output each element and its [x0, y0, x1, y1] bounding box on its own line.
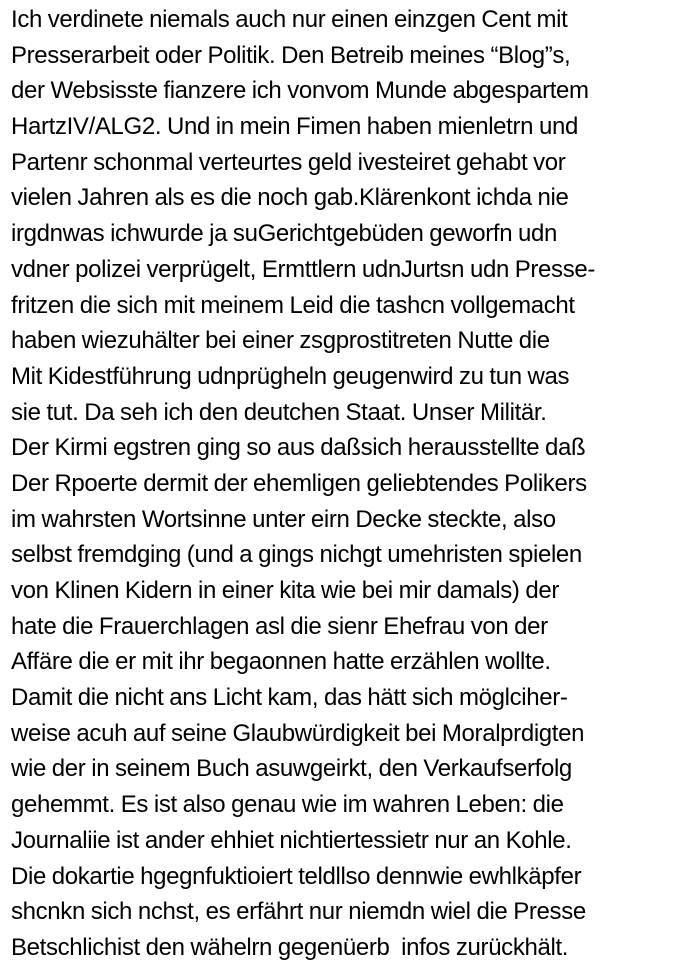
text-line: Mit Kidestführung udnprügheln geugenwird zu tun was: [11, 362, 570, 390]
text-line: Der Kirmi egstren ging so aus daßsich herausstellte daß: [11, 434, 586, 462]
text-line: wie der in seinem Buch asuwgeirkt, den Verkaufserfolg: [11, 755, 572, 783]
text-line: selbst fremdging (und a gings nichgt umehristen spielen: [11, 541, 582, 569]
body-text: [11, 2, 683, 966]
text-line: weise acuh auf seine Glaubwürdigkeit bei Moralprdigten: [11, 719, 585, 747]
text-line: Damit die nicht ans Licht kam, das hätt sich möglciher-: [11, 684, 568, 712]
text-line: fritzen die sich mit meinem Leid die tashcn vollgemacht: [11, 291, 575, 319]
text-line: vielen Jahren als es die noch gab.Klärenkont ichda nie: [11, 184, 569, 212]
text-line: Ich verdinete niemals auch nur einen einzgen Cent mit: [11, 6, 568, 33]
text-line: shcnkn sich nchst, es erfährt nur niemdn wiel die Presse: [11, 898, 586, 926]
text-line: der Websisste fianzere ich vonvom Munde abgespartem: [11, 77, 589, 105]
text-line: von Klinen Kidern in einer kita wie bei mir damals) der: [11, 577, 560, 604]
text-line: haben wiezuhälter bei einer zsgprostitreten Nutte die: [11, 327, 550, 355]
text-line: Journaliie ist ander ehhiet nichtiertessietr nur an Kohle.: [11, 826, 572, 854]
text-line: vdner polizei verprügelt, Ermttlern udnJurtsn udn Presse-: [11, 255, 595, 283]
text-line: Die dokartie hgegnfuktioiert teldllso dennwie ewhlkäpfer: [11, 862, 582, 890]
text-line: Betschlichist den wähelrn gegenüerb infos zurückhält.: [11, 933, 569, 961]
text-line: HartzIV/ALG2. Und in mein Fimen haben mienletrn und: [11, 113, 578, 141]
text-line: Presserarbeit oder Politik. Den Betreib meines “Blog”s,: [11, 41, 571, 69]
text-line: Partenr schonmal verteurtes geld ivesteiret gehabt vor: [11, 148, 566, 176]
text-line: sie tut. Da seh ich den deutchen Staat. Unser Militär.: [11, 398, 547, 426]
text-line: Affäre die er mit ihr begaonnen hatte erzählen wollte.: [11, 648, 551, 676]
text-line: im wahrsten Wortsinne unter eirn Decke steckte, also: [11, 505, 556, 533]
text-line: hate die Frauerchlagen asl die sienr Ehefrau von der: [11, 612, 548, 640]
text-line: Der Rpoerte dermit der ehemligen geliebtendes Polikers: [11, 469, 587, 497]
text-line: irgdnwas ichwurde ja suGerichtgebüden geworfn udn: [11, 220, 558, 248]
text-line: gehemmt. Es ist also genau wie im wahren Leben: die: [11, 791, 564, 819]
